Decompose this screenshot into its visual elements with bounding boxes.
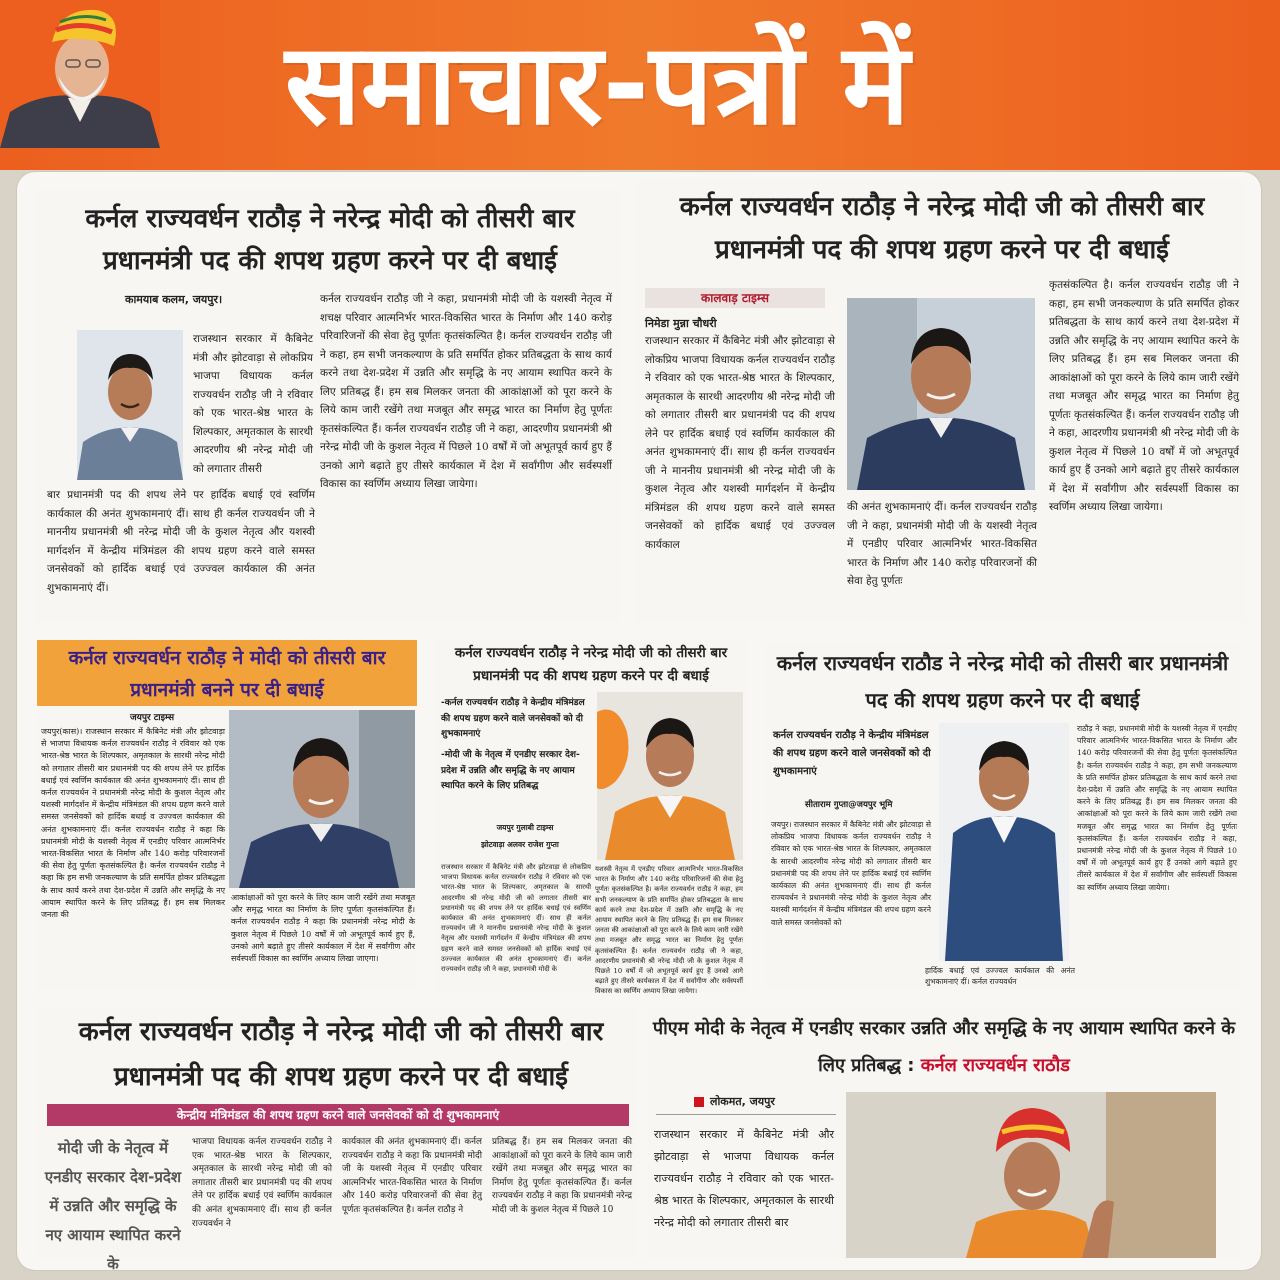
clipping-6-col3: प्रतिबद्ध हैं। हम सब मिलकर जनता की आकांक्षाओं को पूरा करने के लिये काम जारी रखेंगे तथा मजबूत और समृद्ध भारत का निर्माण हेतु पूर्णतः कृतसंकल्पित हैं। कर्नल राज्यवर्धन राठौड़ ने कहा कि प्रधानमंत्री नरेन्द्र मोदी जी के कुशल नेतृत्व में पिछले 10: [492, 1137, 632, 1215]
clipping-3-col1: जयपुर(कास)। राजस्थान सरकार में कैबिनेट मंत्री और झोटवाड़ा से भाजपा विधायक कर्नल राज्यवर्धन राठौड़ ने रविवार को एक भारत-श्रेष्ठ भारत के शिल्पकार, अमृतकाल के सारथी नरेन्द्र मोदी को लगातार तीसरी बार प्रधानमंत्री पद की शपथ लेने पर हार्दिक बधाई एवं स्वर्णिम कार्यकाल की अनंत शुभकामनाएं दीं। साथ ही कर्नल राज्यवर्धन ने प्रधानमंत्री नरेन्द्र मोदी के कुशल नेतृत्व और यशस्वी मार्गदर्शन में केन्द्रीय मंत्रिमंडल की शपथ ग्रहण करने वाले समस्त जनसेवकों को हार्दिक बधाई व उज्ज्वल कार्यकाल की अनंत शुभकामनाएं दीं। कर्नल राज्यवर्धन राठौड़ ने कहा कि प्रधानमंत्री मोदी के यशस्वी नेतृत्व में एनडीए परिवार आत्मनिर्भर भारत-विकसित भारत के निर्माण और 140 करोड़ परिवारजनों की सेवा हेतु पूर्णतः कृतसंकल्पित है। कर्नल राज्यवर्धन राठौड़ ने कहा कि हम सभी जनकल्याण के प्रति समर्पित होकर प्रतिबद्धता के साथ कार्य करने तथा देश-प्रदेश में उन्नति और समृद्धि के नए आयाम स्थापित करने के लिए प्रतिबद्ध हैं। हम सब मिलकर जनता की: [41, 727, 225, 920]
clipping-1: [35, 190, 620, 622]
banner-title: समाचार-पत्रों में: [285, 20, 910, 150]
clipping-5-photo: [939, 723, 1069, 961]
clipping-1-photo: [77, 330, 183, 480]
clipping-2-masthead: कालवाड़ टाइम्स: [645, 288, 825, 308]
clipping-7-red-square: [694, 1097, 704, 1107]
clipping-5-headline: कर्नल राज्यवर्धन राठौड ने नरेन्द्र मोदी को तीसरी बार प्रधानमंत्री पद की शपथ ग्रहण करने पर दी बधाई: [776, 651, 1229, 712]
clipping-4-sub2: -मोदी जी के नेतृत्व में एनडीए सरकार देश-प्रदेश में उन्नति और समृद्धि के नए आयाम स्थापित करने के लिए प्रतिबद्ध: [441, 750, 580, 791]
clipping-7: [648, 1008, 1240, 1258]
clipping-3-col2: आकांक्षाओं को पूरा करने के लिए काम जारी रखेंगे तथा मजबूत और समृद्ध भारत का निर्माण के लिए पूर्णतः कृतसंकल्पित हैं। कर्नल राज्यवर्धन राठौड़ ने कहा कि प्रधानमंत्री नरेन्द्र मोदी के कुशल नेतृत्व में पिछले 10 वर्षों में जो अभूतपूर्व कार्य हुए हैं, उनको आगे बढ़ाते हुए तीसरे कार्यकाल में देश में सर्वांगीण और सर्वस्पर्शी विकास का स्वर्णिम अध्याय लिखा जाएगा।: [231, 893, 415, 964]
clipping-3-headline: कर्नल राज्यवर्धन राठौड़ ने मोदी को तीसरी बार प्रधानमंत्री बनने पर दी बधाई: [37, 640, 417, 706]
clipping-4-dateline: झोटवाड़ा अलवर राजेश गुप्ता: [481, 840, 559, 849]
clipping-1-dateline: कामयाब कलम, जयपुर।: [125, 293, 223, 306]
clipping-2-headline: कर्नल राज्यवर्धन राठौड़ ने नरेन्द्र मोदी जी को तीसरी बार प्रधानमंत्री पद की शपथ ग्रहण करने पर दी बधाई: [679, 192, 1205, 265]
clipping-2-photo: [847, 298, 1035, 490]
clipping-4-headline: कर्नल राज्यवर्धन राठौड़ ने नरेन्द्र मोदी जी को तीसरी बार प्रधानमंत्री पद की शपथ ग्रहण करने पर दी बधाई: [454, 645, 728, 684]
leader-portrait: [0, 0, 160, 148]
clipping-5: [765, 643, 1240, 988]
clipping-6-col1: भाजपा विधायक कर्नल राज्यवर्धन राठौड़ ने एक भारत-श्रेष्ठ भारत के शिल्पकार, अमृतकाल के सारथी नरेन्द्र मोदी जी को लगातार तीसरी बार प्रधानमंत्री पद की शपथ लेने पर हार्दिक बधाई एवं स्वर्णिम कार्यकाल की अनंत शुभकामनाएं दीं। साथ ही कर्नल राज्यवर्धन ने: [192, 1137, 332, 1229]
clipping-4-col1: राजस्थान सरकार में कैबिनेट मंत्री और झोटवाड़ा से लोकप्रिय भाजपा विधायक कर्नल राज्यवर्धन राठौड़ ने रविवार को एक भारत-श्रेष्ठ भारत के शिल्पकार, अमृतकाल के सारथी आदरणीय श्री नरेन्द्र मोदी जी को लगातार तीसरी बार प्रधानमंत्री पद की शपथ लेने पर हार्दिक बधाई एवं स्वर्णिम कार्यकाल की अनंत शुभकामनाएं दीं। साथ ही कर्नल राज्यवर्धन जी ने माननीय प्रधानमंत्री नरेन्द्र मोदी के कुशल नेतृत्व और यशस्वी मार्गदर्शन में केन्द्रीय मंत्रिमंडल की शपथ ग्रहण करने वाले समस्त जनसेवकों को हार्दिक बधाई एवं उज्ज्वल कार्यकाल की अनंत शुभकामनाएं दीं। कर्नल राज्यवर्धन राठौड़ जी ने कहा, प्रधानमंत्री मोदी के: [441, 863, 591, 974]
clipping-4: [435, 640, 747, 996]
clipping-6-col2: कार्यकाल की अनंत शुभकामनाएं दीं। कर्नल राज्यवर्धन राठौड़ ने कहा कि प्रधानमंत्री मोदी जी के यशस्वी नेतृत्व में एनडीए परिवार आत्मनिर्भर भारत-विकसित भारत के निर्माण और 140 करोड़ परिवारजनों की सेवा हेतु पूर्णतः कृतसंकल्पित है। कर्नल राठौड़ ने: [342, 1137, 482, 1215]
clipping-5-col1: जयपुर। राजस्थान सरकार में कैबिनेट मंत्री और झोटवाड़ा से लोकप्रिय भाजपा विधायक कर्नल राज्यवर्धन राठौड़ ने रविवार को एक भारत-श्रेष्ठ भारत के शिल्पकार, अमृतकाल के सारथी आदरणीय नरेन्द्र मोदी को लगातार तीसरी बार प्रधानमंत्री पद की शपथ लेने पर हार्दिक बधाई एवं स्वर्णिम कार्यकाल की अनंत शुभकामनाएं दीं। साथ ही कर्नल राज्यवर्धन ने प्रधानमंत्री नरेन्द्र मोदी के कुशल नेतृत्व और यशस्वी मार्गदर्शन में केन्द्रीय मंत्रिमंडल की शपथ ग्रहण करने वाले समस्त जनसेवकों को: [771, 820, 931, 927]
clipping-5-sub: कर्नल राज्यवर्धन राठौड़ ने केन्द्रीय मंत्रिमंडल की शपथ ग्रहण करने वाले जनसेवकों को दी शुभकामनाएं: [773, 730, 931, 777]
clipping-2-col3: कृतसंकल्पित है। कर्नल राज्यवर्धन राठौड़ जी ने कहा, हम सभी जनकल्याण के प्रति समर्पित होकर प्रतिबद्धता के साथ कार्य करने तथा देश-प्रदेश में उन्नति और समृद्धि के नए आयाम स्थापित करने के लिए प्रतिबद्ध हैं। हम सब मिलकर जनता की आकांक्षाओं को पूरा करने के लिये काम जारी रखेंगे तथा मजबूत और समृद्ध भारत का निर्माण हेतु पूर्णतः कृतसंकल्पित हैं। कर्नल राज्यवर्धन राठौड़ जी ने कहा, आदरणीय प्रधानमंत्री श्री नरेन्द्र मोदी जी के कुशल नेतृत्व में पिछले 10 वर्षों में जो अभूतपूर्व कार्य हुए हैं उनको आगे बढ़ाते हुए तीसरे कार्यकाल में देश में सर्वांगीण और सर्वस्पर्शी विकास का स्वर्णिम अध्याय लिखा जायेगा।: [1049, 279, 1239, 513]
clipping-7-col1: राजस्थान सरकार में कैबिनेट मंत्री और झोटवाड़ा से भाजपा विधायक कर्नल राज्यवर्धन राठौड़ ने रविवार को एक भारत-श्रेष्ठ भारत के शिल्पकार, अमृतकाल के सारथी नरेन्द्र मोदी को लगातार तीसरी बार: [654, 1128, 834, 1229]
clipping-2-byline: निमेडा मुन्ना चौधरी: [645, 317, 717, 330]
clipping-5-photo-caption: हार्दिक बधाई एवं उज्ज्वल कार्यकाल की अनंत शुभकामनाएं दीं। कर्नल राज्यवर्धन: [925, 966, 1075, 986]
clipping-6-headline: कर्नल राज्यवर्धन राठौड़ ने नरेन्द्र मोदी जी को तीसरी बार प्रधानमंत्री पद की शपथ ग्रहण करने पर दी बधाई: [78, 1017, 604, 1092]
clipping-7-photo: [846, 1092, 1216, 1258]
clipping-1-headline: कर्नल राज्यवर्धन राठौड़ ने नरेन्द्र मोदी को तीसरी बार प्रधानमंत्री पद की शपथ ग्रहण करने पर दी बधाई: [85, 204, 575, 276]
clipping-7-headline-name: कर्नल राज्यवर्धन राठौड: [920, 1055, 1070, 1076]
clipping-1-col2: कर्नल राज्यवर्धन राठौड़ जी ने कहा, प्रधानमंत्री मोदी जी के यशस्वी नेतृत्व में शचक्ष परिवार आत्मनिर्भर भारत-विकसित भारत के निर्माण और 140 करोड़ परिवारिजनों की सेवा हेतु पूर्णतः कृतसंकल्पित है। कर्नल राज्यवर्धन राठौड़ जी ने कहा, हम सभी जनकल्याण के प्रति समर्पित होकर प्रतिबद्धता के साथ कार्य करने तथा देश-प्रदेश में उन्नति और समृद्धि के नए आयाम स्थापित करने के लिए प्रतिबद्ध हैं। हम सब मिलकर जनता की आकांक्षाओं को पूरा करने के लिये काम जारी रखेंगे तथा मजबूत और समृद्ध भारत का निर्माण हेतु पूर्णतः कृतसंकल्पित हैं। कर्नल राज्यवर्धन राठौड़ जी ने कहा, आदरणीय प्रधानमंत्री श्री नरेन्द्र मोदी जी के कुशल नेतृत्व में पिछले 10 वर्षों में जो अभूतपूर्व कार्य हुए हैं उनको आगे बढ़ाते हुए तीसरे कार्यकाल में देश में सर्वांगीण और सर्वस्पर्शी विकास का स्वर्णिम अध्याय लिखा जायेगा।: [320, 293, 612, 490]
top-banner: [0, 0, 1280, 170]
clipping-3-photo: [229, 710, 415, 888]
clipping-7-headline: [648, 1010, 1240, 1088]
clipping-6-strap: केन्द्रीय मंत्रिमंडल की शपथ ग्रहण करने वाले जनसेवकों को दी शुभकामनाएं: [47, 1104, 629, 1126]
clipping-6: [37, 1008, 637, 1273]
clipping-4-photo: [597, 692, 743, 860]
clipping-5-col2: राठौड़ ने कहा, प्रधानमंत्री मोदी के यशस्वी नेतृत्व में एनडीए परिवार आत्मनिर्भर भारत-विकसित भारत के निर्माण और 140 करोड़ परिवारजनों की सेवा हेतु पूर्णतः कृतसंकल्पित है। कर्नल राज्यवर्धन राठौड़ ने कहा, हम सभी जनकल्याण के प्रति समर्पित होकर प्रतिबद्धता के साथ कार्य करने तथा देश-प्रदेश में उन्नति और समृद्धि के नए आयाम स्थापित करने के लिए प्रतिबद्ध हैं। हम सब मिलकर जनता की आकांक्षाओं को पूरा करने के लिये काम जारी रखेंगे तथा मजबूत और समृद्ध भारत का निर्माण हेतु पूर्णतः कृतसंकल्पित हैं। कर्नल राज्यवर्धन राठौड़ ने कहा, प्रधानमंत्री नरेन्द्र मोदी जी के कुशल नेतृत्व में पिछले 10 वर्षों में जो अभूतपूर्व कार्य हुए हैं उनको आगे बढ़ाते हुए तीसरे कार्यकाल में देश में सर्वांगीण और सर्वस्पर्शी विकास का स्वर्णिम अध्याय लिखा जायेगा।: [1077, 724, 1237, 892]
clipping-7-headline-main: पीएम मोदी के नेतृत्व में एनडीए सरकार उन्नति और समृद्धि के नए आयाम स्थापित करने के लिए प्रतिबद्ध :: [652, 1018, 1236, 1076]
clipping-4-sub1: -कर्नल राज्यवर्धन राठौड़ ने केन्द्रीय मंत्रिमंडल की शपथ ग्रहण करने वाले जनसेवकों को दी शुभकामनाएं: [441, 698, 585, 739]
clipping-2: [635, 180, 1245, 622]
clipping-3-masthead: जयपुर टाइम्स: [129, 713, 175, 723]
clipping-4-masthead: जयपुर गुलाबी टाइम्स: [496, 823, 554, 832]
clipping-4-col2: यशस्वी नेतृत्व में एनडीए परिवार आत्मनिर्भर भारत-विकसित भारत के निर्माण और 140 करोड़ परिवारिजनों की सेवा हेतु पूर्णतः कृतसंकल्पित है। कर्नल राज्यवर्धन राठौड़ ने कहा, हम सभी जनकल्याण के प्रति समर्पित होकर प्रतिबद्धता के साथ कार्य करने तथा देश-प्रदेश में उन्नति और समृद्धि के नए आयाम स्थापित करने के लिए प्रतिबद्ध हैं। हम सब मिलकर जनता की आकांक्षाओं को पूरा करने के लिये काम जारी रखेंगे तथा मजबूत और समृद्ध भारत का निर्माण हेतु पूर्णतः कृतसंकल्पित हैं। कर्नल राज्यवर्धन राठौड़ जी ने कहा, आदरणीय प्रधानमंत्री श्री नरेन्द्र मोदी जी के कुशल नेतृत्व में पिछले 10 वर्षों में जो अभूतपूर्व कार्य हुए हैं उनको आगे बढ़ाते हुए तीसरे कार्यकाल में देश में सर्वांगीण और सर्वस्पर्शी विकास का स्वर्णिम अध्याय लिखा जायेगा।: [595, 865, 743, 996]
clipping-2-col2: की अनंत शुभकामनाएं दीं। कर्नल राज्यवर्धन राठौड़ जी ने कहा, प्रधानमंत्री मोदी जी के यशस्वी नेतृत्व में एनडीए परिवार आत्मनिर्भर भारत-विकसित भारत के निर्माण और 140 करोड़ परिवारजनों की सेवा हेतु पूर्णतः: [847, 501, 1037, 587]
clipping-6-pullquote: मोदी जी के नेतृत्व में एनडीए सरकार देश-प्रदेश में उन्नति और समृद्धि के नए आयाम स्थापित करने के: [44, 1139, 182, 1273]
clipping-5-byline: सीताराम गुप्ता@जयपुर भूमि: [805, 800, 893, 810]
clipping-3: [37, 640, 417, 990]
clipping-2-col1: राजस्थान सरकार में कैबिनेट मंत्री और झोटवाड़ा से लोकप्रिय भाजपा विधायक कर्नल राज्यवर्धन राठौड़ ने रविवार को एक भारत-श्रेष्ठ भारत के शिल्पकार, अमृतकाल के सारथी आदरणीय श्री नरेन्द्र मोदी जी को लगातार तीसरी बार प्रधानमंत्री पद की शपथ लेने पर हार्दिक बधाई एवं स्वर्णिम कार्यकाल की अनंत शुभकामनाएं दीं। साथ ही कर्नल राज्यवर्धन जी ने माननीय प्रधानमंत्री श्री नरेन्द्र मोदी जी के कुशल नेतृत्व और यशस्वी मार्गदर्शन में केन्द्रीय मंत्रिमंडल की शपथ ग्रहण करने वाले समस्त जनसेवकों को हार्दिक बधाई एवं उज्ज्वल कार्यकाल: [645, 335, 835, 551]
clipping-1-col1-top: राजस्थान सरकार में कैबिनेट मंत्री और झोटवाड़ा से लोकप्रिय भाजपा विधायक कर्नल राज्यवर्धन राठौड़ जी ने रविवार को एक भारत-श्रेष्ठ भारत के शिल्पकार, अमृतकाल के सारथी आदरणीय श्री नरेन्द्र मोदी जी को लगातार तीसरी: [193, 333, 313, 475]
clipping-7-rule: [656, 1114, 836, 1115]
clipping-7-dateline: लोकमत, जयपुर: [710, 1095, 775, 1108]
clipping-1-col1-bottom: बार प्रधानमंत्री पद की शपथ लेने पर हार्दिक बधाई एवं स्वर्णिम कार्यकाल की अनंत शुभकामनाएं दीं। साथ ही कर्नल राज्यवर्धन जी ने माननीय प्रधानमंत्री श्री नरेन्द्र मोदी जी के कुशल नेतृत्व और यशस्वी मार्गदर्शन में केन्द्रीय मंत्रिमंडल की शपथ ग्रहण करने वाले समस्त जनसेवकों को हार्दिक बधाई एवं उज्ज्वल कार्यकाल की अनंत शुभकामनाएं दीं।: [47, 489, 315, 594]
